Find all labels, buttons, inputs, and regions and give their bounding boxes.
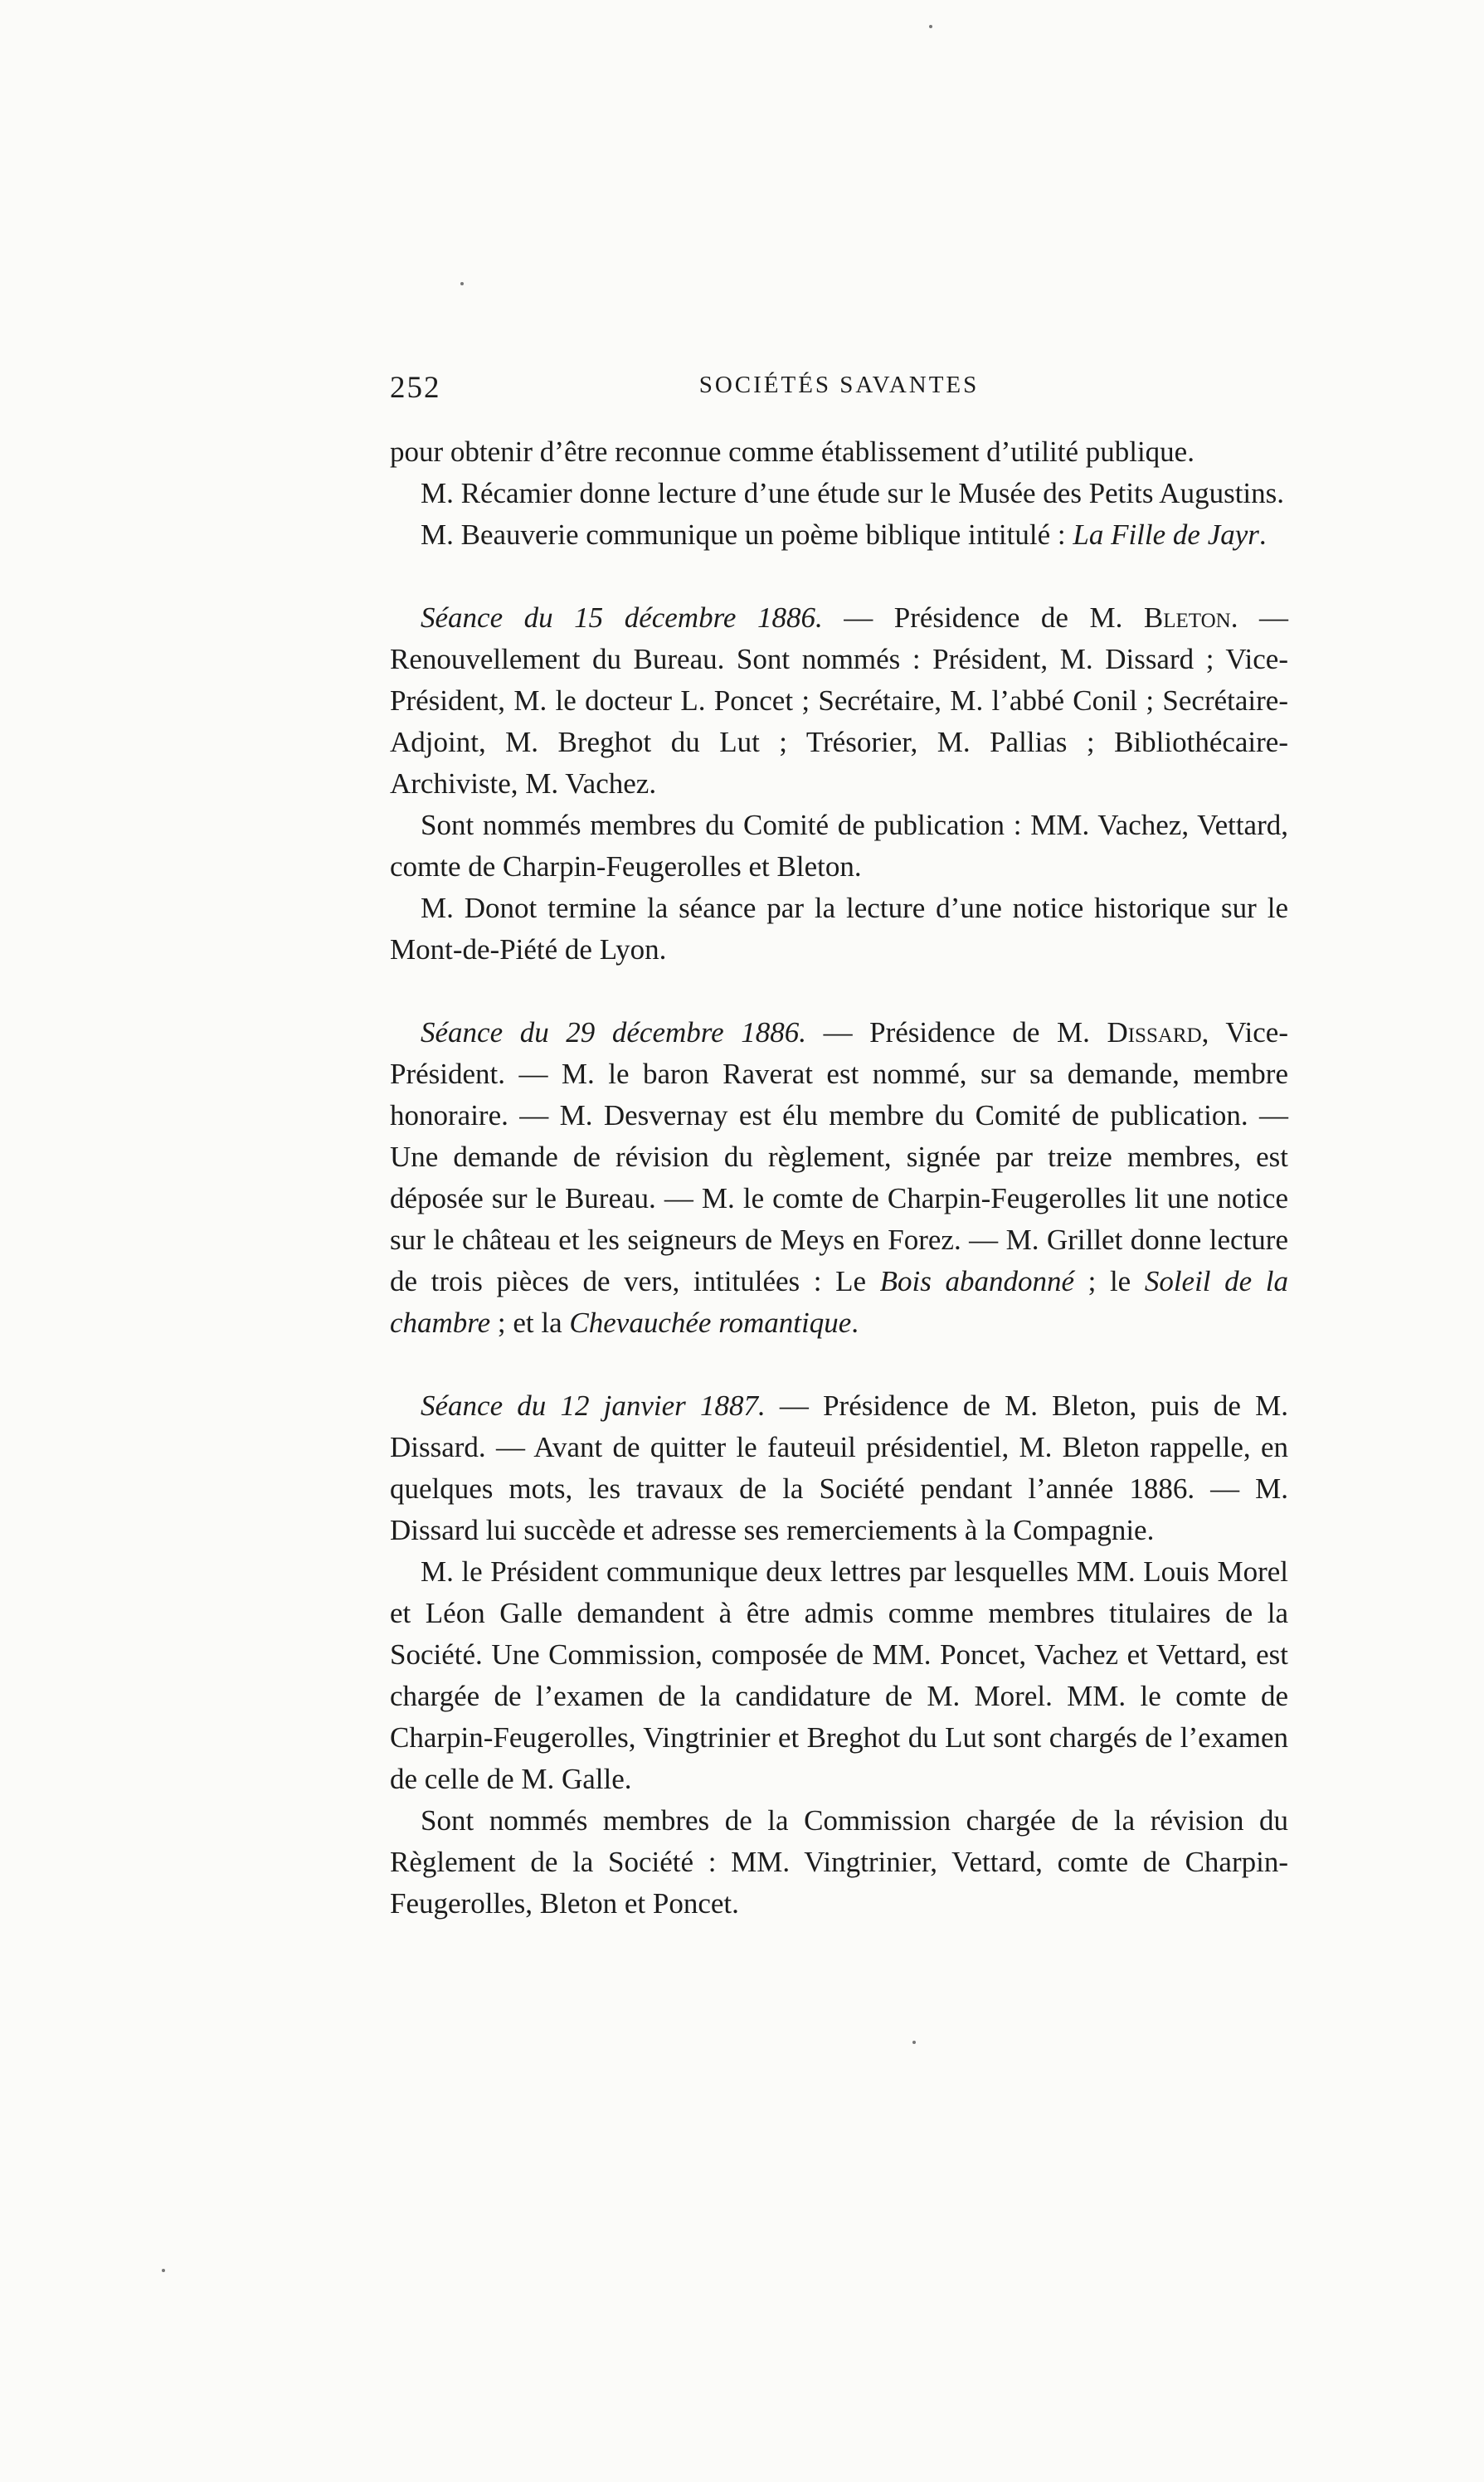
poem-title: Soleil de la chambre (390, 1265, 1288, 1339)
scan-speck (929, 25, 932, 28)
paragraph-president-lettres: M. le Président communique deux lettres par lesquelles MM. Louis Morel et Léon Galle demandent à être admis comme membres titulaires de la Société. Une Commission, composée de MM. Poncet, Vachez et Vettard, est chargée de l’examen de la candidature de M. Morel. MM. le comte de Charpin-Feugerolles, Vingtrinier et Breghot du Lut sont chargés de l’examen de celle de M. Galle. (390, 1555, 1288, 1795)
paragraph-commission: Sont nommés membres de la Commission chargée de la révision du Règlement de la Société : MM. Vingtrinier, Vettard, comte de Charpin-Feugerolles, Bleton et Poncet. (390, 1804, 1288, 1920)
scan-speck (162, 2269, 165, 2272)
paragraph-comite: Sont nommés membres du Comité de publication : MM. Vachez, Vettard, comte de Charpin-Feugerolles et Bleton. (390, 809, 1288, 883)
running-title: SOCIÉTÉS SAVANTES (698, 372, 980, 398)
seance-12-janvier: Séance du 12 janvier 1887. — Présidence de M. Bleton, puis de M. Dissard. — Avant de quitter le fauteuil présidentiel, M. Bleton rappelle, en quelques mots, les travaux de la Société pendant l’année 1886. — M. Dissard lui succède et adresse ses remerciements à la Compagnie. (390, 1389, 1288, 1546)
scan-speck (460, 282, 464, 285)
poem-title: Bois abandonné (879, 1265, 1074, 1297)
seance-date: Séance du 15 décembre 1886. (421, 601, 823, 634)
president-name: Bleton (1143, 601, 1231, 634)
seance-date: Séance du 29 décembre 1886. (421, 1016, 806, 1049)
seance-29-decembre: Séance du 29 décembre 1886. — Présidence de M. Dissard, Vice-Président. — M. le baron Raverat est nommé, sur sa demande, membre honoraire. — M. Desvernay est élu membre du Comité de publication. — Une demande de révision du règlement, signée par treize membres, est déposée sur le Bureau. — M. le comte de Charpin-Feugerolles lit une notice sur le château et les seigneurs de Meys en Forez. — M. Grillet donne lecture de trois pièces de vers, intitulées : Le Bois abandonné ; le Soleil de la chambre ; et la Chevauchée romantique. (390, 1016, 1288, 1339)
poem-title: Chevauchée romantique (569, 1307, 852, 1339)
page-body (390, 431, 1288, 1925)
paragraph-recamier: M. Récamier donne lecture d’une étude sur le Musée des Petits Augustins. (421, 477, 1285, 509)
seance-15-decembre: Séance du 15 décembre 1886. — Présidence de M. Bleton. — Renouvellement du Bureau. Sont nommés : Président, M. Dissard ; Vice-Président, M. le docteur L. Poncet ; Secrétaire, M. l’abbé Conil ; Secrétaire-Adjoint, M. Breghot du Lut ; Trésorier, M. Pallias ; Bibliothécaire-Archiviste, M. Vachez. (390, 601, 1288, 800)
president-name: Dissard (1107, 1016, 1202, 1049)
paragraph-continuation: pour obtenir d’être reconnue comme établissement d’utilité publique. (390, 436, 1194, 468)
scan-speck (912, 2041, 916, 2044)
page-number: 252 (390, 371, 441, 405)
paragraph-donot: M. Donot termine la séance par la lecture d’une notice historique sur le Mont-de-Piété de Lyon. (390, 892, 1288, 966)
page-header (390, 370, 1288, 403)
seance-date: Séance du 12 janvier 1887. (421, 1389, 766, 1422)
paragraph-beauverie: M. Beauverie communique un poème biblique intitulé : La Fille de Jayr. (421, 518, 1267, 551)
poem-title: La Fille de Jayr (1073, 518, 1259, 551)
